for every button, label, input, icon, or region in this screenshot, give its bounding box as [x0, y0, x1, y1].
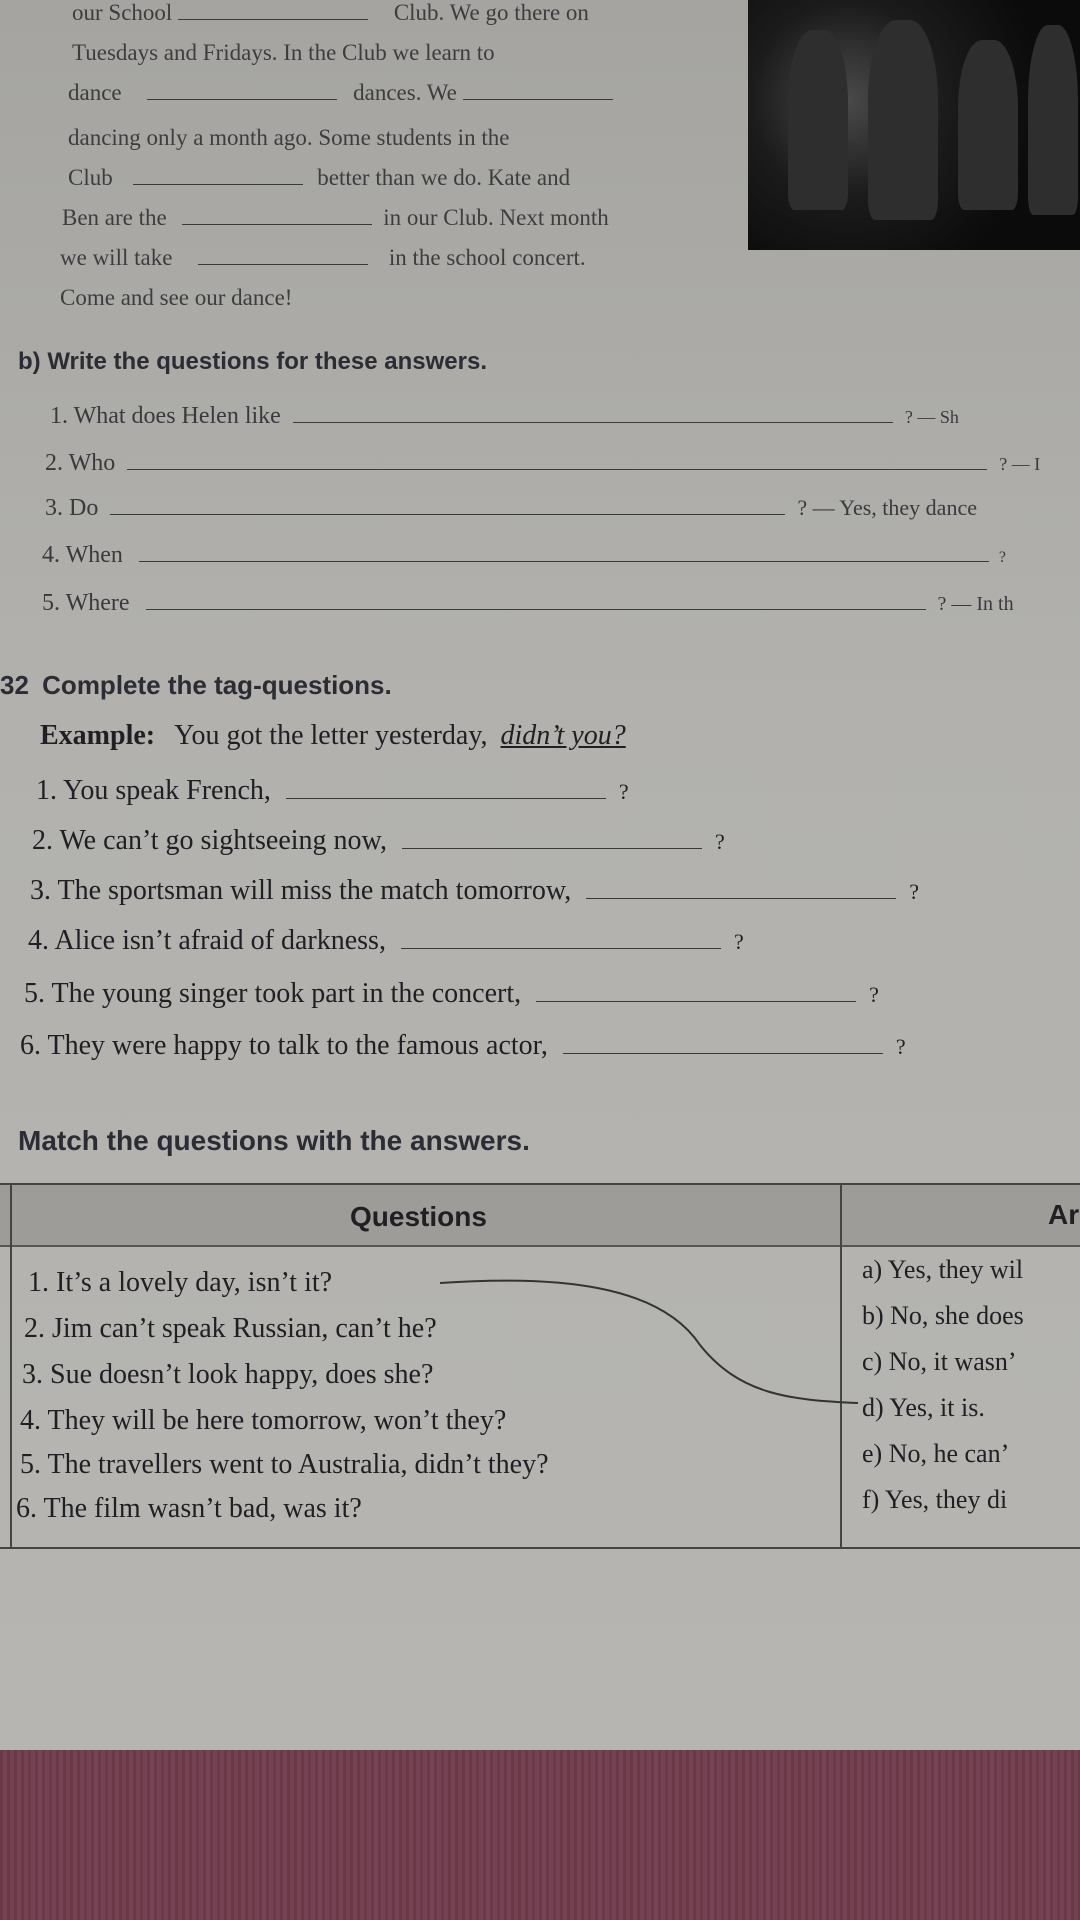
- example-text: You got the letter yesterday,: [174, 720, 488, 751]
- passage-text: our School: [72, 0, 173, 25]
- question-item: 3. Do ? — Yes, they dance: [45, 495, 977, 521]
- answer-blank[interactable]: [178, 19, 368, 20]
- question-item: 2. Who ? — I: [45, 450, 1041, 476]
- match-answer: b) No, she does: [862, 1301, 1024, 1330]
- answer-blank[interactable]: [127, 469, 987, 470]
- passage-text: dances. We: [353, 80, 457, 105]
- match-question: 5. The travellers went to Australia, didn’t they?: [20, 1449, 549, 1480]
- passage-text: in the school concert.: [388, 245, 586, 270]
- match-table: [0, 1183, 1080, 1549]
- answers-header: Ar: [1048, 1199, 1080, 1230]
- answer-blank[interactable]: [463, 99, 613, 100]
- dancers-photo: [748, 0, 1080, 250]
- tag-question: 2. We can’t go sightseeing now, ?: [32, 825, 725, 856]
- passage-text: in our Club. Next month: [383, 205, 609, 230]
- passage-text: Tuesdays and Fridays. In the Club we learn to: [72, 40, 495, 65]
- answer-blank[interactable]: [182, 224, 372, 225]
- question-item: 4. When ?: [42, 542, 1006, 568]
- tag-question: 1. You speak French, ?: [36, 775, 629, 806]
- answer-blank[interactable]: [293, 422, 893, 423]
- tag-question: 3. The sportsman will miss the match tomorrow, ?: [30, 875, 920, 906]
- match-answer: a) Yes, they wil: [862, 1255, 1024, 1284]
- example-line: [40, 720, 626, 752]
- question-item: 5. Where ? — In th: [42, 590, 1014, 616]
- answer-blank[interactable]: [536, 1001, 856, 1002]
- passage-text: Come and see our dance!: [60, 285, 293, 310]
- passage-text: dancing only a month ago. Some students in the: [68, 125, 510, 150]
- passage-text: Club. We go there on: [393, 0, 589, 25]
- match-answer: c) No, it wasn’: [862, 1347, 1017, 1376]
- passage-text: better than we do. Kate and: [317, 165, 571, 190]
- match-question: 6. The film wasn’t bad, was it?: [16, 1493, 362, 1524]
- section-b-heading: b) Write the questions for these answers.: [18, 348, 487, 375]
- match-answer: e) No, he can’: [862, 1439, 1010, 1468]
- exercise-33-heading: Match the questions with the answers.: [18, 1125, 530, 1156]
- answer-blank[interactable]: [563, 1053, 883, 1054]
- answer-blank[interactable]: [402, 848, 702, 849]
- answer-blank[interactable]: [198, 264, 368, 265]
- answer-blank[interactable]: [110, 514, 785, 515]
- tag-question: 6. They were happy to talk to the famous actor, ?: [20, 1030, 906, 1061]
- example-label: Example:: [40, 720, 156, 751]
- answer-blank[interactable]: [133, 184, 303, 185]
- answer-blank[interactable]: [286, 798, 606, 799]
- tag-question: 5. The young singer took part in the concert, ?: [24, 978, 879, 1009]
- passage-text: Ben are the: [62, 205, 167, 230]
- match-connector-line: [0, 1185, 1080, 1547]
- table-surface: [0, 1750, 1080, 1920]
- questions-header: Questions: [350, 1201, 487, 1232]
- match-question: 1. It’s a lovely day, isn’t it?: [28, 1267, 333, 1298]
- exercise-number: 32: [0, 670, 29, 700]
- answer-blank[interactable]: [139, 561, 989, 562]
- exercise-title: Complete the tag-questions.: [42, 670, 392, 700]
- answer-blank[interactable]: [401, 948, 721, 949]
- answer-blank[interactable]: [146, 609, 926, 610]
- match-question: 4. They will be here tomorrow, won’t they?: [20, 1405, 507, 1436]
- example-answer: didn’t you?: [500, 720, 626, 751]
- answer-blank[interactable]: [147, 99, 337, 100]
- passage-text: we will take: [60, 245, 173, 270]
- passage-text: Club: [68, 165, 113, 190]
- question-item: 1. What does Helen like ? — Sh: [50, 403, 959, 429]
- match-answer: d) Yes, it is.: [862, 1393, 985, 1422]
- exercise-32-heading: [0, 670, 392, 701]
- tag-question: 4. Alice isn’t afraid of darkness, ?: [28, 925, 744, 956]
- match-question: 2. Jim can’t speak Russian, can’t he?: [24, 1313, 437, 1344]
- answer-blank[interactable]: [586, 898, 896, 899]
- match-answer: f) Yes, they di: [862, 1485, 1008, 1514]
- match-question: 3. Sue doesn’t look happy, does she?: [22, 1359, 434, 1390]
- passage-text: dance: [68, 80, 122, 105]
